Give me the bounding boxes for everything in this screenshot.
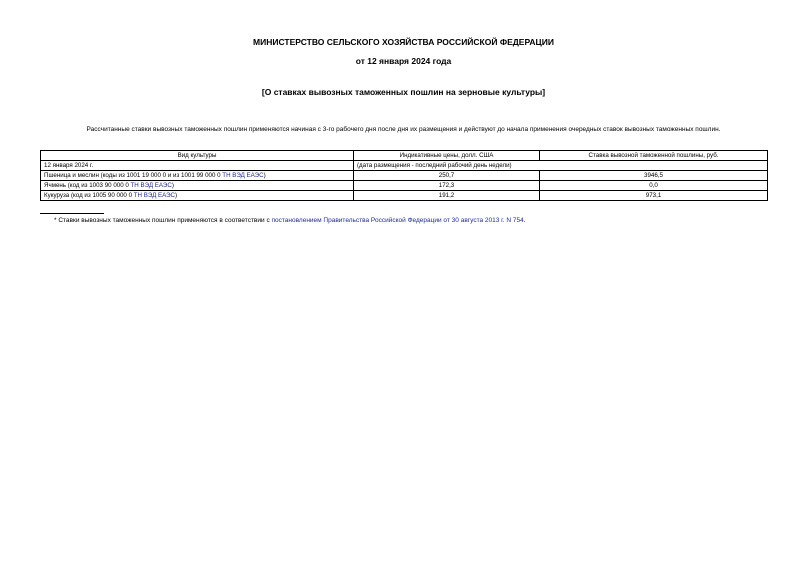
crop-tail: ) — [171, 181, 174, 189]
duty-cell: 0,0 — [540, 181, 768, 191]
crop-name: Кукуруза (код из 1005 90 000 0 — [44, 191, 134, 199]
crop-tail: ) — [175, 191, 178, 199]
price-cell: 191,2 — [354, 191, 540, 201]
date-row — [41, 161, 768, 171]
footnote-suffix: . — [523, 217, 526, 224]
table-row — [41, 181, 768, 191]
duty-cell: 3946,5 — [540, 171, 768, 181]
crop-name: Ячмень (код из 1003 90 000 0 — [44, 181, 131, 189]
tn-ved-link[interactable]: ТН ВЭД ЕАЭС — [222, 171, 264, 179]
intro-paragraph: Рассчитанные ставки вывозных таможенных пошлин применяются начиная с 3-го рабочего дня после дня их размещения и действуют до начала применения очередных ставок вывозных таможенных пошлин. — [86, 126, 721, 133]
placement-date-note: (дата размещения - последний рабочий день недели) — [354, 161, 768, 171]
crop-cell — [41, 181, 354, 191]
crop-tail: ) — [263, 171, 266, 179]
ministry-title: МИНИСТЕРСТВО СЕЛЬСКОГО ХОЗЯЙСТВА РОССИЙСКОЙ ФЕДЕРАЦИИ — [253, 37, 554, 47]
duty-rates-table — [40, 150, 768, 201]
crop-name: Пшеница и меслин (коды из 1001 19 000 0 и из 1001 99 000 0 — [44, 171, 223, 179]
price-cell: 250,7 — [354, 171, 540, 181]
table-row — [41, 191, 768, 201]
footnote-prefix: * Ставки вывозных таможенных пошлин применяются в соответствии с — [54, 217, 272, 224]
footnote-divider — [40, 213, 104, 214]
crop-cell — [41, 171, 354, 181]
column-header-crop: Вид культуры — [41, 151, 354, 161]
placement-date: 12 января 2024 г. — [41, 161, 354, 171]
table-row — [41, 171, 768, 181]
footnote — [54, 217, 526, 225]
duty-cell: 973,1 — [540, 191, 768, 201]
tn-ved-link[interactable]: ТН ВЭД ЕАЭС — [133, 191, 176, 199]
government-decree-link[interactable]: постановлением Правительства Российской Федерации от 30 августа 2013 г. N 754 — [271, 217, 524, 224]
column-header-duty: Ставка вывозной таможенной пошлины, руб. — [540, 151, 768, 161]
tn-ved-link[interactable]: ТН ВЭД ЕАЭС — [130, 181, 172, 189]
document-date: от 12 января 2024 года — [355, 56, 452, 66]
document-subject: [О ставках вывозных таможенных пошлин на зерновые культуры] — [261, 87, 546, 97]
column-header-price: Индикативные цены, долл. США — [354, 151, 540, 161]
price-cell: 172,3 — [354, 181, 540, 191]
crop-cell — [41, 191, 354, 201]
table-header-row — [41, 151, 768, 161]
